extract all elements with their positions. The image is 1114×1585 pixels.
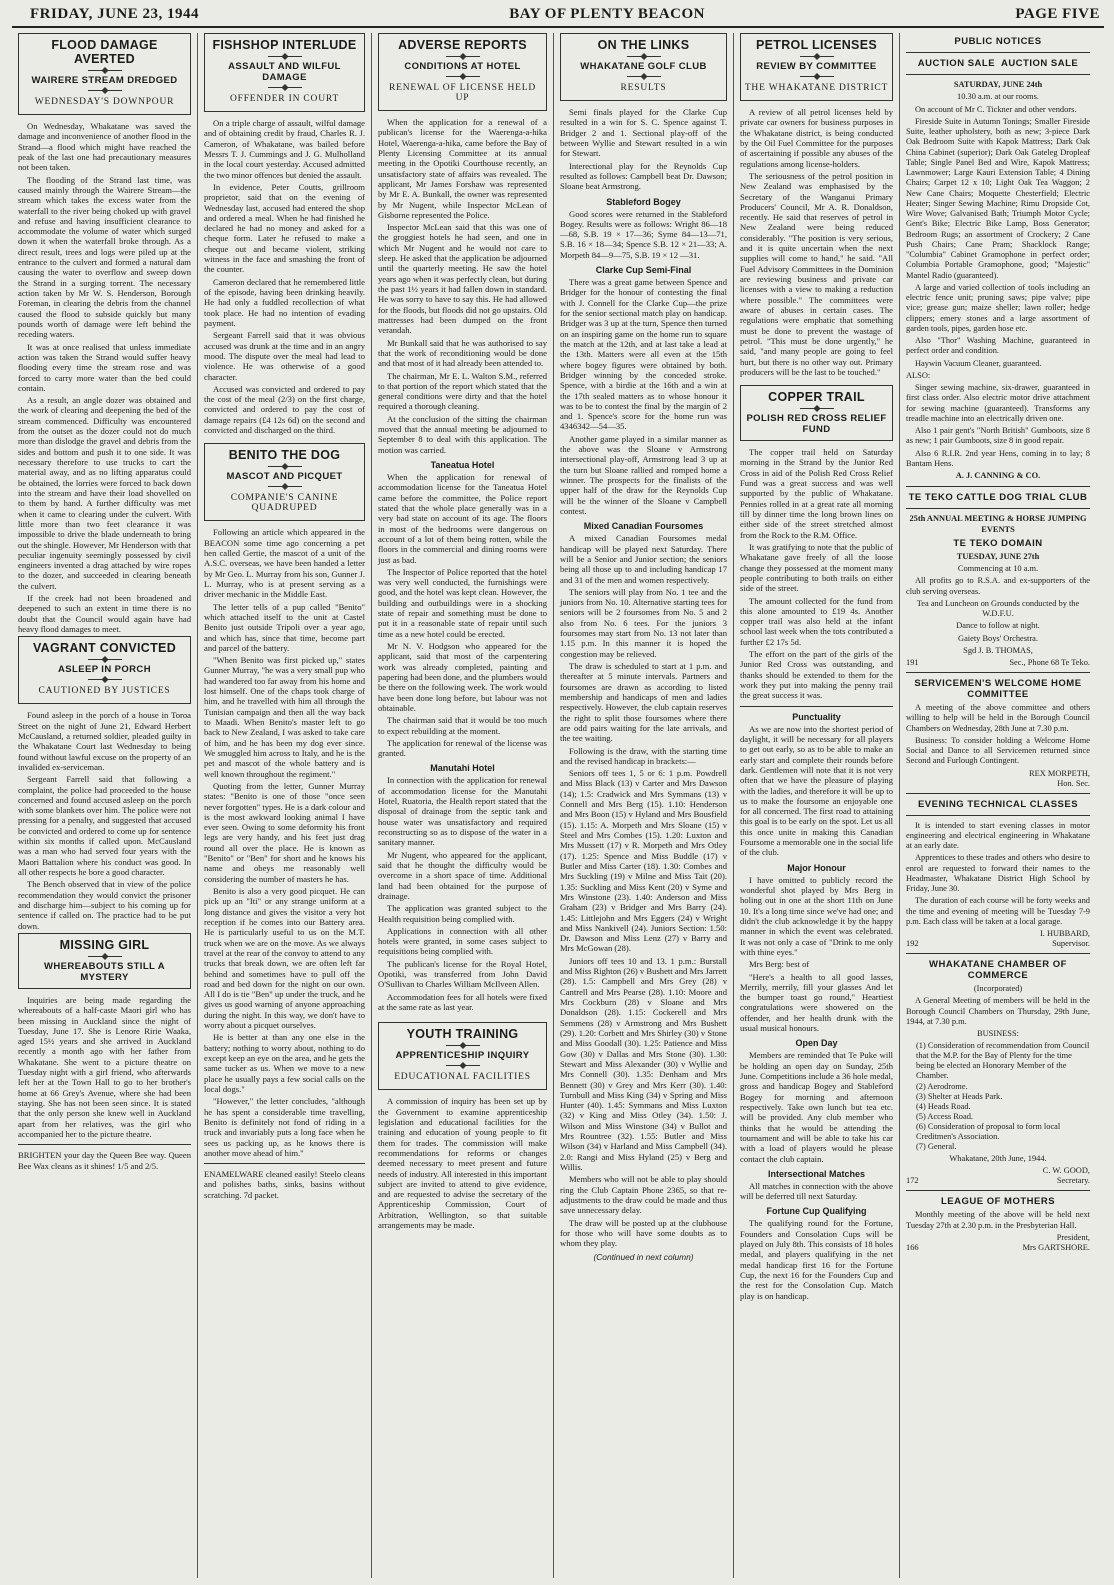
fishshop-para: Cameron declared that he remembered little of the episode, having been drinking heavily. He had only a fuddled recollection of what took place. He had no intention of evading payment. bbox=[204, 276, 365, 328]
copper-para: The amount collected for the fund from this alone amounted to £19 4s. Another copper trail was also held at the infant school last week when the tots contributed a further £2 17s 5d. bbox=[740, 595, 893, 647]
links-para: Interectional play for the Reynolds Cup resulted as follows: Campbell beat Dr. Dawson; Sloane beat Armstrong. bbox=[560, 160, 727, 192]
petrol-sub1: REVIEW BY COMMITTEE bbox=[756, 61, 877, 72]
auction-haywin: Haywin Vacuum Cleaner, guaranteed. bbox=[915, 358, 1042, 368]
teteko-num: 191 bbox=[906, 658, 919, 667]
chamber-dateline: Whakatane, 20th June, 1944. bbox=[949, 1154, 1047, 1164]
benito-para: Quoting from the letter, Gunner Murray states: "Benito is one of those "once seen never forgotten" types. He is a dark colour and is the most awkward looking animal I have ever seen. Owing to some deformity his front legs are very handy, and his feet just drag round all over the place. He is known as "Benito" or "Ben" for short and he knows his name and obeys me reasonably well considering the number of masters he has. bbox=[204, 780, 365, 884]
teteko-title: TE TEKO CATTLE DOG TRIAL CLUB bbox=[908, 492, 1088, 504]
links-sub1: WHAKATANE GOLF CLUB bbox=[580, 61, 707, 72]
adverse-para: At the conclusion of the sitting the chairman moved that the annual meeting be adjourned to September 8 to deal with this application. The motion was carried. bbox=[378, 413, 547, 455]
auction-time: 10.30 a.m. at our rooms. bbox=[957, 92, 1039, 102]
mixed-para: Seniors off tees 1, 5 or 6: 1 p.m. Powdrell and Miss Black (13) v Carter and Mrs Dawson (14); 1.5: Cradwick and Mrs Symmans (13) v Connell and Mrs Berg (15). 1.10: Henderson and Mrs Boon (15) v Hyland and Mrs Bousfield (15). 1.15: A. Morpeth and Mrs Sloane (15) v Steel and Mrs Combes (15). 1.20: Luxton and Mrs Mussett (17) v R. Morpeth and Mrs Otley (17). 1.25: Spence and Miss Buddle (17) v Butler and Miss Carter (18). 1.30: Combes and Mrs Suckling (19) v Milne and Miss Tait (20). 1.35: Suckling and Miss Kent (20) v Syme and Mrs Winstone (23). 1.40: Anderson and Miss Graham (23) v Bridger and Mrs Barry (24). 1.45: Littlejohn and Mrs Eggers (24) v Wright and Miss Nankivell (24). Juniors Section: 1.50: Dr. Dawson and Miss Lenz (27) v Barry and Mrs McGowan (28). bbox=[560, 768, 727, 954]
divider bbox=[268, 486, 302, 487]
teteko-time: Commencing at 10 a.m. bbox=[957, 564, 1039, 573]
divider bbox=[446, 1065, 480, 1066]
vagrant-para: Sergeant Farrell said that following a complaint, the police had proceeded to the house concerned and found accused asleep on the porch with some blankets over him. The police were not pressing for a penalty, and suggested that accused be convicted and ordered to come up for sentence within six months if called upon. McCausland was a man who had served four years with the Maori Battalion where his conduct was good. In all other respects he bore a good character. bbox=[18, 774, 191, 877]
manutahi-para: The application was granted subject to the Health requisition being complied with. bbox=[378, 903, 547, 924]
fishshop-sub1: ASSAULT AND WILFUL DAMAGE bbox=[228, 61, 341, 83]
rule-line bbox=[906, 486, 1090, 487]
adverse-sub1: CONDITIONS AT HOTEL bbox=[404, 61, 521, 72]
flood-para: On Wednesday, Whakatane was saved the damage and inconvenience of another flood in the Strand—a flood which might have reached the peak of the last one had precautionary measures not been taken. bbox=[18, 121, 191, 173]
manutahi-para: Accommodation fees for all hotels were fixed at the same rate as last year. bbox=[378, 991, 547, 1012]
auction-items: Fireside Suite in Autumn Tonings; Smaller Fireside Suite, leather upholstery, both as new; 3-piece Dark Oak Bedroom Suite with Kapok Mattress; Dark Oak China Cabinet (superior); Dark Oak Gateleg Dropleaf Table; Single Panel Bed and Wire, Kapok Mattress; Lawnmower; Large Kauri Extension Table; 4 Dining Chairs; Carpet 12 x 10; Light Oak Tea Waggon; 2 New Cane Chairs; Moquette Chesterfield; Electric Heater; Singer Sewing Machine; Rimu Dropside Cot, Wire Wove; Galvanised Bath; Triumph Motor Cycle; Gent's Bike; Electric Bike Lamp, Boss Generator; Bedroom Rugs; an assortment of Crockery; 2 Cane Push Chairs; Cane Pram; Shacklock Range; "Columbia" Cabinet Gramophone in perfect order; Columbia Portable Gramophone, good; "Majestic" Mantel Radio (guaranteed). bbox=[906, 116, 1090, 280]
petrol-title: PETROL LICENSES bbox=[756, 38, 877, 52]
petrol-headline-box bbox=[740, 33, 893, 101]
auction-thor: Also "Thor" Washing Machine, guaranteed in perfect order and condition. bbox=[906, 336, 1090, 356]
rule-line bbox=[906, 1190, 1090, 1191]
rule-line bbox=[204, 1163, 365, 1164]
copper-para: The effort on the part of the girls of the Junior Red Cross was outstanding, and thanks should be extended to them for the work they put into making the penny trail the great success it was. bbox=[740, 649, 893, 701]
teteko-body: All profits go to R.S.A. and ex-supporters of the club serving overseas. bbox=[906, 576, 1090, 596]
divider bbox=[446, 1045, 480, 1046]
divider bbox=[268, 466, 302, 467]
divider bbox=[800, 408, 834, 409]
evening-body: It is intended to start evening classes in motor engineering and electrical engineering in Whakatane at an early date. bbox=[906, 820, 1090, 850]
teteko-date: TUESDAY, JUNE 27th bbox=[956, 551, 1040, 561]
youth-headline-box bbox=[378, 1022, 547, 1090]
chamber-body: A General Meeting of members will be held in the Borough Council Chambers on Thursday, 29th June, 1944, at 7.30 p.m. bbox=[906, 996, 1090, 1026]
auction-firm: A. J. CANNING & CO. bbox=[955, 471, 1041, 480]
flood-para: The flooding of the Strand last time, was caused mainly through the Wairere Stream—the stream which takes the excess water from the waterfall to the river being choked up with gravel and refuse and having insufficient clearance to accommodate the volume of water which surged down it when the waterfall broke through. As a direct result, trees and logs were piled up at the entrance to the culvert and formed a natural dam causing the water to overflow and sweep down the Strand in a surging torrent. The necessary action taken by Mr W. S. Henderson, Borough Foreman, in clearing the debris from the channel caused the flood to subside quickly but many pounds worth of damage were left behind the receding waters. bbox=[18, 174, 191, 340]
benito-para: He is better at than any one else in the battery; nothing to worry about, nothing to do except keep an eye on the area, and he gets the same tucker as us. When we move to a new place he usually pays a few social calls on the local dogs." bbox=[204, 1032, 365, 1094]
adverse-para: Mr Bunkall said that he was authorised to say that the work of reconditioning would be done and that most of it had already been attended to. bbox=[378, 337, 547, 369]
teteko-dance: Dance to follow at night. bbox=[956, 621, 1040, 631]
teteko-sec: Sec., Phone 68 Te Teko. bbox=[1009, 658, 1090, 667]
fortune-para: The qualifying round for the Fortune, Founders and Consolation Cups will be played on July 8th. This consists of 18 holes medal, and players qualifying in the net medal handicap first 16 for the Fortune Cup, the next 16 for the Founders Cup and the rest for the Consolation Cup. Match play is on handicap. bbox=[740, 1218, 893, 1301]
auction-boots: Also 1 pair gent's "North British" Gumboots, size 8 as new; 1 pair Gumboots, size 8 in good repair. bbox=[906, 426, 1090, 446]
honour-para: I have omitted to publicly record the wonderful shot played by Mrs Berg in holing out in one at the short 11th on June 10. It's a long time since we've had one; and didn't the club acknowledge it by the happy manner in which the event was celebrated. It was not only a case of "Drink to me only with thine eyes." bbox=[740, 874, 893, 957]
taneatua-para: The application for renewal of the license was granted. bbox=[378, 737, 547, 759]
honour-para: "Here's a health to all good lasses, Merrily, merrily, fill your glasses And let the bumper toast go round," Heartiest congratulations were showered on the offender, and her health drunk with the usual musical honours. bbox=[740, 971, 893, 1034]
copper-para: The copper trail held on Saturday morning in the Strand by the Junior Red Cross in aid of the Polish Red Cross Relief Fund was a great success and was well supported by the public of Whakatane. Pennies rolled in at a great rate all morning till by dinner time the long brown lines on either side of the street stretched almost from the Rock to the R.M. Office. bbox=[740, 447, 893, 540]
auction-head: AUCTION SALE AUCTION SALE bbox=[917, 58, 1079, 69]
mixed-para: The draw will be posted up at the clubhouse for those who will have some doubts as to whom they play. bbox=[560, 1217, 727, 1249]
petrol-sub2: THE WHAKATANE DISTRICT bbox=[744, 83, 889, 93]
divider bbox=[268, 87, 302, 88]
servicemen-role: Hon. Sec. bbox=[1057, 778, 1090, 788]
rule-line bbox=[906, 815, 1090, 816]
petrol-para: A review of all petrol licenses held by private car owners for business purposes in the Whakatane district, is being conducted by the Oil Fuel Committee for the purposes of ascertaining if possible any abuses of the regulations among license-holders. bbox=[740, 107, 893, 169]
open-day-subhead: Open Day bbox=[795, 1038, 838, 1049]
honour-para: Mrs Berg: best of bbox=[749, 959, 810, 970]
mothers-footer bbox=[906, 1243, 1090, 1252]
mothers-num: 166 bbox=[906, 1242, 919, 1252]
benito-para: Benito is also a very good picquet. He can pick up an "Iti" or any strange uniform at a long distance and gives the visitor a very hot reception if he comes into our Battery area. He is particularly useful to us on the M.T. truck when we are on the move. As we always travel at the rear of the convoy to attend to any trucks that break down, we are often left far behind and sometimes have to pull off the road and bed down for the night on our own. All I do is tie "Ben" up under the truck, and he gives us good warning of anyone approaching during the night. In this way, we don't have to worry about a picquet ourselves. bbox=[204, 886, 365, 1031]
youth-title: YOUTH TRAINING bbox=[406, 1027, 519, 1042]
links-headline-box bbox=[560, 33, 727, 101]
divider bbox=[800, 76, 834, 77]
column-3 bbox=[372, 33, 554, 1578]
benito-sub2: COMPANIE'S CANINE QUADRUPED bbox=[230, 493, 339, 514]
adverse-title: ADVERSE REPORTS bbox=[398, 38, 527, 52]
flood-headline-box bbox=[18, 33, 191, 115]
teteko-sign: Sgd J. B. THOMAS, bbox=[963, 645, 1033, 655]
clarke-subhead: Clarke Cup Semi-Final bbox=[595, 265, 692, 276]
rule-line bbox=[906, 508, 1090, 509]
divider bbox=[627, 56, 661, 57]
adverse-sub2: RENEWAL OF LICENSE HELD UP bbox=[388, 83, 537, 103]
servicemen-body: A meeting of the above committee and others willing to help will be held in the Borough Council Chambers on Wednesday, 28th June at 7.30 p.m. bbox=[906, 703, 1090, 733]
column-2 bbox=[198, 33, 372, 1578]
vagrant-sub1: ASLEEP IN PORCH bbox=[58, 664, 151, 676]
chamber-item: (2) Aerodrome. bbox=[916, 1081, 968, 1091]
divider bbox=[627, 76, 661, 77]
continued-note: (Continued in next column) bbox=[593, 1251, 694, 1262]
fishshop-title: FISHSHOP INTERLUDE bbox=[212, 38, 357, 52]
enamelware-ad: ENAMELWARE cleaned easily! Steelo cleans and polishes baths, sinks, basins without scratching. 7d packet. bbox=[204, 1169, 365, 1200]
evening-body3: The duration of each course will be forty weeks and the time and evening of meeting will be Tuesday 7-9 p.m. Each class will be taken at a local garage. bbox=[906, 896, 1090, 926]
copper-headline-box bbox=[740, 385, 893, 441]
flood-title: FLOOD DAMAGE AVERTED bbox=[51, 38, 158, 66]
divider bbox=[88, 679, 122, 680]
adverse-para: When the application for a renewal of a publican's license for the Waerenga-a-hika Hotel, Waerenga-a-hika, came before the Bay of Plenty Licensing Committee at its annual meeting in the Opotiki Courthouse recently, an unsatisfactory state of affairs was revealed. The applicant, Mr James Forshaw was represented by Mr E. A. Bunkall, the owner was represented by Mr Nugent, while Inspector McLean of Gisborne represented the Police. bbox=[378, 117, 547, 220]
divider bbox=[446, 56, 480, 57]
mixed-para: Following is the draw, with the starting time and the revised handicap in brackets:— bbox=[560, 745, 727, 766]
chamber-item: (1) Consideration of recommendation from Council that the M.P. for the Bay of Plenty for the time being be elected an Honorary Member of the Chamber. bbox=[916, 1041, 1090, 1081]
column-4 bbox=[554, 33, 734, 1578]
taneatua-subhead: Taneatua Hotel bbox=[430, 460, 495, 470]
benito-para: "When Benito was first picked up," states Gunner Murray, "he was a very small pup who had wandered too far away from his home and lost himself. One of the chaps took charge of him, and he travelled with him all through the Tunisian campaign and then all the way back to Maadi. When Benito's master left to go back to New Zealand, I was asked to take care of him, and he has been my dog ever since. We smuggled him across to Italy, and he is the pet and mascot of the whole battery and is well known throughout the regiment." bbox=[204, 655, 365, 779]
vagrant-title: VAGRANT CONVICTED bbox=[32, 641, 177, 656]
mixed-para: The draw is scheduled to start at 1 p.m. and thereafter at 5 minute intervals. Partners and foursomes are drawn as according to listed membership and handicaps of men and ladies respectively. However, the club captain reserves the right to split those foursomes where there are odd pairs waiting for the late arrivals, and the tee waiting. bbox=[560, 661, 727, 744]
vagrant-sub2: CAUTIONED BY JUSTICES bbox=[38, 686, 171, 697]
auction-date: SATURDAY, JUNE 24th bbox=[953, 80, 1043, 89]
evening-role: Supervisor. bbox=[1052, 939, 1090, 948]
servicemen-sign: REX MORPETH, bbox=[1029, 768, 1090, 778]
column-1 bbox=[12, 33, 198, 1578]
chamber-item: (3) Shelter at Heads Park. bbox=[916, 1091, 1003, 1101]
columns bbox=[12, 33, 1104, 1578]
divider bbox=[268, 56, 302, 57]
manutahi-para: Mr Nugent, who appeared for the applicant, said that he thought the difficulty would be overcome in a short space of time. Additional land had been obtained for the purpose of drainage. bbox=[378, 849, 547, 901]
fishshop-headline-box bbox=[204, 33, 365, 112]
fishshop-para: In evidence, Peter Coutts, grillroom proprietor, said that on the evening of Wednesday last, accused had entered the shop and ordered a meal. When he had finished he declared he had no money and asked for a cheque form. Later he refused to make a cheque out and became violent, striking witness in the face and smashing the front of the counter. bbox=[204, 181, 365, 275]
evening-sign: I. HUBBARD, bbox=[1039, 929, 1090, 938]
taneatua-para: The Inspector of Police reported that the hotel was very well conducted, the furnishings were good, and the hotel was kept clean. However, the building and outbuildings were in a shocking state of repair and something must be done to put it in a reasonable state of repair until such time as a new hotel could be erected. bbox=[378, 566, 547, 639]
manutahi-para: The publican's license for the Royal Hotel, Opotiki, was transferred from John David O'Sullivan to Charles William McIlveen Allen. bbox=[378, 958, 547, 990]
fishshop-para: Accused was convicted and ordered to pay the cost of the meal (2/3) on the first charge, convicted and ordered to pay the cost of damage repairs (£4 12s 6d) on the second and convicted and discharged on the third. bbox=[204, 383, 365, 436]
divider bbox=[88, 956, 122, 957]
divider bbox=[446, 76, 480, 77]
mothers-body: Monthly meeting of the above will be held next Tuesday 27th at 2.30 p.m. in the Presbyterian Hall. bbox=[906, 1210, 1090, 1230]
fishshop-para: On a triple charge of assault, wilful damage and of obtaining credit by fraud, Charles R. J. Cameron, of Whakatane, was bailed before Messrs T. J. Cummings and J. G. Mulholland in the local court yesterday. Accused admitted the two minor offences but denied the assault. bbox=[204, 118, 365, 180]
copper-para: It was gratifying to note that the public of Whakatane gave freely of all the loose change they possessed at the moment many people contributing to both trails on either side of the street. bbox=[740, 541, 893, 594]
manutahi-subhead: Manutahi Hotel bbox=[430, 763, 495, 774]
petrol-para: The seriousness of the petrol position in New Zealand was emphasised by the Secretary of the Wanganui Primary Producers' Council, Mr A. R. Donaldson, recently. He said that reserves of petrol in New Zealand were being reduced considerably. "The position is very serious, and it is quite uncertain when the next supplies will come to hand," he said. "All Fuel Advisory Committees in the Dominion are reviewing business and private car licenses with a view to making a reduction where possible." The committees were aware of abuses in certain cases. The regulations were emphatic that something must be done to prevent the wastage of petrol. "This must be done urgently," he said, "and many people are going to feel hurt, but there is no other way out. Primary producers will be the last to be touched." bbox=[740, 170, 893, 377]
flood-sub1: WAIRERE STREAM DREDGED bbox=[31, 75, 178, 86]
mixed-para: Members who will not be able to play should ring the Club Captain Phone 2365, so that re-adjustments to the draw could be made and thus save unnecessary delay. bbox=[560, 1174, 727, 1216]
masthead-paper: BAY OF PLENTY BEACON bbox=[509, 6, 706, 22]
teteko-meeting: 25th ANNUAL MEETING & HORSE JUMPING EVENTS bbox=[909, 514, 1087, 534]
chamber-title: WHAKATANE CHAMBER OF COMMERCE bbox=[929, 959, 1067, 981]
fishshop-sub2: OFFENDER IN COURT bbox=[229, 94, 340, 104]
rule-line bbox=[906, 52, 1090, 53]
adverse-para: Inspector McLean said that this was one of the groggiest hotels he had seen, and one in which Mr Nugent and he would not care to sleep. He asked that the application be adjourned until the quarterly meeting. He saw the hotel years ago when it was perfectly clean, but during the past 1½ years it had fallen down in standard. He was sorry to have to say this. He had allowed for the floods, but floods did not go upstairs. Old mattresses had been dumped on the front verandah. bbox=[378, 222, 547, 336]
benito-para: Following an article which appeared in the BEACON some time ago concerning a pet hen called Gertie, the mascot of a unit of the A.S.C. overseas, we have been handed a letter by Mr Geo. L. Murray from his son, Gunner J. L. Murray, who is at present serving as a driver mechanic in the Middle East. bbox=[204, 527, 365, 600]
teteko-footer bbox=[906, 658, 1090, 667]
rule-line bbox=[906, 953, 1090, 954]
rule-line bbox=[906, 793, 1090, 794]
evening-title: EVENING TECHNICAL CLASSES bbox=[917, 798, 1079, 810]
fortune-subhead: Fortune Cup Qualifying bbox=[766, 1206, 867, 1217]
benito-title: BENITO THE DOG bbox=[228, 448, 341, 463]
rule-line bbox=[740, 706, 893, 707]
evening-body2: Apprentices to these trades and others who desire to enrol are requested to forward their names to the Headmaster, Whakatane District High School by Friday, June 30. bbox=[906, 853, 1090, 893]
fishshop-para: Sergeant Farrell said that it was obvious accused was drunk at the time and in an angry mood. The dispute over the meal had lead to violence. He was otherwise of a good character. bbox=[204, 330, 365, 382]
servicemen-business: Business: To consider holding a Welcome Home Social and Dance to all Servicemen returned since Second and Furlough Contingent. bbox=[906, 735, 1090, 766]
benito-sub1: MASCOT AND PICQUET bbox=[226, 471, 343, 483]
chamber-num: 172 bbox=[906, 1176, 919, 1186]
mixed-subhead: Mixed Canadian Foursomes bbox=[583, 521, 704, 532]
vagrant-headline-box bbox=[18, 636, 191, 704]
rule-line bbox=[18, 1144, 191, 1145]
honour-subhead: Major Honour bbox=[787, 862, 846, 873]
copper-sub1: POLISH RED CROSS RELIEF FUND bbox=[746, 413, 887, 436]
mixed-para: Juniors off tees 10 and 13. 1 p.m.: Burstall and Miss Righton (26) v Bushett and Mrs Jarrett (28). 1.5: Campbell and Mrs Grey (28) v Cantrell and Mrs Pearse (28). 1.10: Moore and Mrs Cockburn (28) v Sloane and Mrs Donaldson (28). 1.15: Cockerell and Mrs Semmens (28) v Armstrong and Mrs Bushett (29). 1.20: Corbett and Mrs Shirley (30) v Stone and Miss Goodall (30). 1.25: Patience and Miss Gow (30) v Dallas and Mrs Stone (30). 1.30: Stewart and Miss Alexander (30) v Wyllie and Mrs Connell (30). 1.35: Denham and Mrs Bennett (30) v Grey and Mrs Kerr (30). 1.40: Turnbull and Miss King (34) v Spring and Miss Hunter (40). 1.45: Symmans and Miss Luxton (32) v King and Miss Otley (34). 1.50: J. Wilson and Miss Winstone (34) v Bullot and Mrs Rountree (32). 1.55: Butler and Miss Wilson (34) v Harland and Miss Campbell (34). 2.0: Rangi and Miss Hyland (25) v Berg and Willis. bbox=[560, 955, 727, 1172]
punctuality-para: As we are now into the shortest period of daylight, it will be necessary for all players to get out early, so as to be able to make an early start and complete their rounds before dark. Gentlemen will note that it is not very often that we have the pleasure of playing with the ladies, and therefore it will be up to us to make the foursome an enjoyable one for all concerned. The first road to attaining this goal is to be early on the spot. Let us all this once unite in making this Canadian Foursome a memorable one in the social life of the club. bbox=[740, 723, 893, 858]
mixed-para: The seniors will play from No. 1 tee and the juniors from No. 10. Alternative starting tees for seniors will be 2 foursomes from No. 5 and 2 also from No. 6 tees. For the juniors 3 foursomes may start from No. 13 not later than 1.15 p.m. In this manner it is hoped the congestion may be relieved. bbox=[560, 586, 727, 659]
youth-sub1: APPRENTICESHIP INQUIRY bbox=[395, 1050, 530, 1062]
mothers-title: LEAGUE OF MOTHERS bbox=[940, 1196, 1056, 1208]
evening-num: 192 bbox=[906, 939, 919, 948]
divider bbox=[88, 90, 122, 91]
clarke-para: There was a great game between Spence and Bridger for the honour of contesting the final with J. Connell for the Clarke Cup—the prize for the senior sectional match play on handicap. Bridger was 3 up at the turn, Spence then turned on an inspiring game on the home run to square the match at the 12th, and at last take a lead at the 13th. Matters were all even at the 15th where bogey figures were obtained by both. Bridger winning by the conceded stroke. Spence, with a birdie at the 16th and a win at the 17th sealed matters as to whose honour it was to be to contest the final by the margin of 2 and 1. Spence's score for the home run was 4346342—54—35. bbox=[560, 277, 727, 432]
chamber-item: (4) Heads Road. bbox=[916, 1101, 971, 1111]
taneatua-para: When the application for renewal of accommodation license for the Taneatua Hotel came before the committee, the Police report stated that the whole place generally was in a very bad state on account of its age. The floors in most of the bedrooms were dangerous on account of a lot of them being rotten, while the floors in the commercial and dining rooms were just as bad. bbox=[378, 472, 547, 565]
column-5 bbox=[734, 33, 900, 1578]
mixed-para: A mixed Canadian Foursomes medal handicap will be played next Saturday. There will be a Senior and Junior section; the seniors being all those up to and including handicap 17 and 31 of the men and women respectively. bbox=[560, 533, 727, 585]
flood-sub2: WEDNESDAY'S DOWNPOUR bbox=[34, 97, 175, 107]
auction-intro: On account of Mr C. Tickner and other vendors. bbox=[915, 104, 1077, 114]
divider bbox=[800, 56, 834, 57]
missing-sub1: WHEREABOUTS STILL A MYSTERY bbox=[43, 960, 166, 983]
rule-line bbox=[906, 672, 1090, 673]
mothers-sign: Mrs GARTSHORE. bbox=[1022, 1242, 1090, 1252]
youth-para: A commission of inquiry has been set up by the Government to examine apprenticeship legislation and educational facilities for the training and education of young people to fit them for trades. The commission will make recommendations for reforms or changes deemed necessary to meet present and future needs of industry. All interested in this important subject are invited to attend to give evidence, and are requested to advise the secretary of the Apprenticeship Commission, Court of Arbitration, Wellington, so that suitable arrangements may be made. bbox=[378, 1096, 547, 1231]
intersectional-para: All matches in connection with the above will be deferred till next Saturday. bbox=[740, 1180, 893, 1202]
servicemen-title: SERVICEMEN'S WELCOME HOME COMMITTEE bbox=[914, 678, 1082, 700]
benito-para: The letter tells of a pup called "Benito" which attached itself to the unit at Castel Benito just outside Tripoli over a year ago, and which has, since that time, become part and parcel of the battery. bbox=[204, 601, 365, 653]
taneatua-para: Mr N. V. Hodgson who appeared for the applicant, said that most of the carpentering work was already completed, painting and papering had been done, and the plumbers would be there on the following week. The work would have been done long before, but labour was not obtainable. bbox=[378, 641, 547, 713]
manutahi-para: In connection with the application for renewal of accommodation license for the Manutahi Hotel, Ruatoria, the Health report stated that the disposal of drainage from the septic tank and house water was unsatisfactory and required reconstructing so as to dispose of the water in a sanitary manner. bbox=[378, 775, 547, 848]
chamber-footer bbox=[906, 1176, 1090, 1185]
divider bbox=[88, 70, 122, 71]
rule-line bbox=[906, 74, 1090, 75]
links-sub2: RESULTS bbox=[620, 83, 667, 93]
flood-para: As a result, an angle dozer was obtained and the work of clearing and deepening the bed of the stream commenced. Difficulty was encountered from the outset as the dozer could not do much more than dislodge the gravel and debris from the sides and bottom and push it to one side. It was necessary therefore to use trucks to cart the material away, and as no lifting apparatus could be obtained, the lorries were forced to back down into the stream and have their load shovelled on to them by hand. A further difficulty was met when it came to clearing under the culvert. With little more than two feet clearance it was impossible to drive the blade underneath to bring out the shingle. However, Mr Henderson with that peculiar ingenuity seemingly possessed by civil engineers invented a drag attached by wire ropes to the dozer, and succeeded in clearing beneath the culvert. bbox=[18, 395, 191, 591]
chamber-item: (7) General. bbox=[916, 1142, 957, 1152]
masthead-date: FRIDAY, JUNE 23, 1944 bbox=[30, 6, 199, 22]
intersectional-subhead: Intersectional Matches bbox=[767, 1168, 866, 1179]
stableford-para: Good scores were returned in the Stableford Bogey. Results were as follows: Wright 86—18—68, S.B. 19 × 17—36; Syme 84—13—71, S.B. 16 × 18—34; Spence S.B. 12 × 21—33; A. Morpeth 84—9—75, S.B. 19 × 12 —31. bbox=[560, 208, 727, 260]
chamber-item: (5) Access Road. bbox=[916, 1111, 973, 1121]
missing-title: MISSING GIRL bbox=[59, 937, 150, 952]
open-day-para: Members are reminded that Te Puke will be holding an open day on Sunday, 25th June. Competitions include a 36 hole medal, gross and handicap Bogey and Stableford Bogey for morning and afternoon respectively. Take own lunch but tea etc. will be provided. Any club member who thinks that he would be attending the tournament and will be able to take his car with a load of players would he please contact the club captain. bbox=[740, 1050, 893, 1164]
missing-headline-box bbox=[18, 933, 191, 989]
clarke-para: Another game played in a similar manner as the above was the Sloane v Armstrong intersectional play-off, Armstrong lead 3 up at the turn but Sloane rallied and romped home a winner. The prospects for the finalists of the upper half of the draw for the Reynolds Cup will be the winner of the Sloane v Campbell contest. bbox=[560, 433, 727, 516]
column-6 bbox=[900, 33, 1096, 1578]
punctuality-subhead: Punctuality bbox=[792, 711, 841, 722]
public-notices-title: PUBLIC NOTICES bbox=[954, 36, 1042, 47]
adverse-headline-box bbox=[378, 33, 547, 111]
chamber-role: Secretary. bbox=[1056, 1176, 1090, 1186]
vagrant-para: Found asleep in the porch of a house in Toroa Street on the night of June 21, Edward Herbert McCausland, a returned soldier, pleaded guilty in the Whakatane Court last Wednesday to being found without lawful excuse on the property of an invalided ex-serviceman. bbox=[18, 710, 191, 772]
chamber-item: (6) Consideration of proposal to form local Creditmen's Association. bbox=[916, 1121, 1061, 1141]
auction-also: ALSO: bbox=[906, 370, 931, 380]
teteko-tea: Tea and Luncheon on Grounds conducted by the W.D.F.U. bbox=[916, 598, 1080, 618]
masthead-page: PAGE FIVE bbox=[1015, 6, 1100, 22]
taneatua-para: The chairman said that it would be too much to expect rebuilding at the moment. bbox=[378, 715, 547, 736]
links-title: ON THE LINKS bbox=[597, 38, 690, 52]
flood-para: It was at once realised that unless immediate action was taken the Strand would suffer heavy flooding every time the stream rose and was forced to carry more water than the bed could contain. bbox=[18, 341, 191, 393]
chamber-inc: (Incorporated) bbox=[973, 984, 1023, 993]
stableford-subhead: Stableford Bogey bbox=[606, 196, 681, 207]
teteko-band: Gaiety Boys' Orchestra. bbox=[958, 633, 1038, 643]
copper-title: COPPER TRAIL bbox=[768, 390, 865, 405]
masthead bbox=[12, 6, 1104, 28]
queen-bee-ad: BRIGHTEN your day the Queen Bee way. Queen Bee Wax cleans as it shines! 1/5 and 2/5. bbox=[18, 1150, 191, 1171]
auction-hens: Also 6 R.I.R. 2nd year Hens, coming in to lay; 8 Bantam Hens. bbox=[906, 448, 1090, 468]
auction-tools: A large and varied collection of tools including an electric fence unit; pruning saws; pipe valve; pipe vice; grease gun; maize sheller; lawn roller; hedge clippers; emery stones and a large assortment of garden tools, pipes, garden hose etc. bbox=[906, 282, 1090, 333]
youth-sub2: EDUCATIONAL FACILITIES bbox=[394, 1072, 531, 1083]
chamber-business-head: BUSINESS: bbox=[977, 1029, 1019, 1038]
missing-para: Inquiries are being made regarding the whereabouts of a half-caste Maori girl who has been missing in Auckland since the night of Tuesday, June 17. She is Lenore Ririe Waaka, aged 15½ years and she arrived in Auckland recently a month ago with her father from Whakatane. She went to a picture theatre on Tuesday night with a girl friend, who afterwards left her at the Town Hall to go to her brother's home at 66 Grey's Avenue, where she had been staying. She has not been seen since. It is stated that the only person she knew well in Auckland apart from her relatives, was the girl who accompanied her to the picture theatre. bbox=[18, 994, 191, 1139]
mothers-president: President, bbox=[1056, 1232, 1090, 1242]
evening-footer bbox=[906, 939, 1090, 948]
flood-para: If the creek had not been broadened and deepened to such an extent in time there is no doubt that the Council would again have had heavy flood damages to meet. bbox=[18, 593, 191, 634]
adverse-para: The chairman, Mr E. L. Walton S.M., referred to that portion of the report which stated that the general conditions were dirty and that the hotel required a thorough cleaning. bbox=[378, 370, 547, 412]
divider bbox=[88, 659, 122, 660]
vagrant-para: The Bench observed that in view of the police recommendation they would convict the prisoner and discharge him—subject to his coming up for sentence if called on. The practice had to be put down. bbox=[18, 879, 191, 931]
teteko-place: TE TEKO DOMAIN bbox=[953, 537, 1043, 549]
links-para: Semi finals played for the Clarke Cup resulted in a win for S. C. Spence against T. Bridger 2 and 1. Sectional play-off of the between Wyllie and Stewart resulted in a win for Stewart. bbox=[560, 107, 727, 159]
benito-para: "However," the letter concludes, "although he has spent a considerable time travelling, Benito is definitely not fond of riding in a truck and invariably puts a long face when he sees us packing up, as he knows there is another move ahead of him." bbox=[204, 1096, 365, 1158]
manutahi-para: Applications in connection with all other hotels were granted, in some cases subject to requisitions being complied with. bbox=[378, 925, 547, 957]
auction-singer: Singer sewing machine, six-drawer, guaranteed in first class order. Also electric motor drive attachment for sewing machine (guaranteed). Transforms any treadle machine into an electrically driven one. bbox=[906, 383, 1090, 423]
chamber-sign: C. W. GOOD, bbox=[1042, 1166, 1090, 1176]
benito-headline-box bbox=[204, 443, 365, 521]
